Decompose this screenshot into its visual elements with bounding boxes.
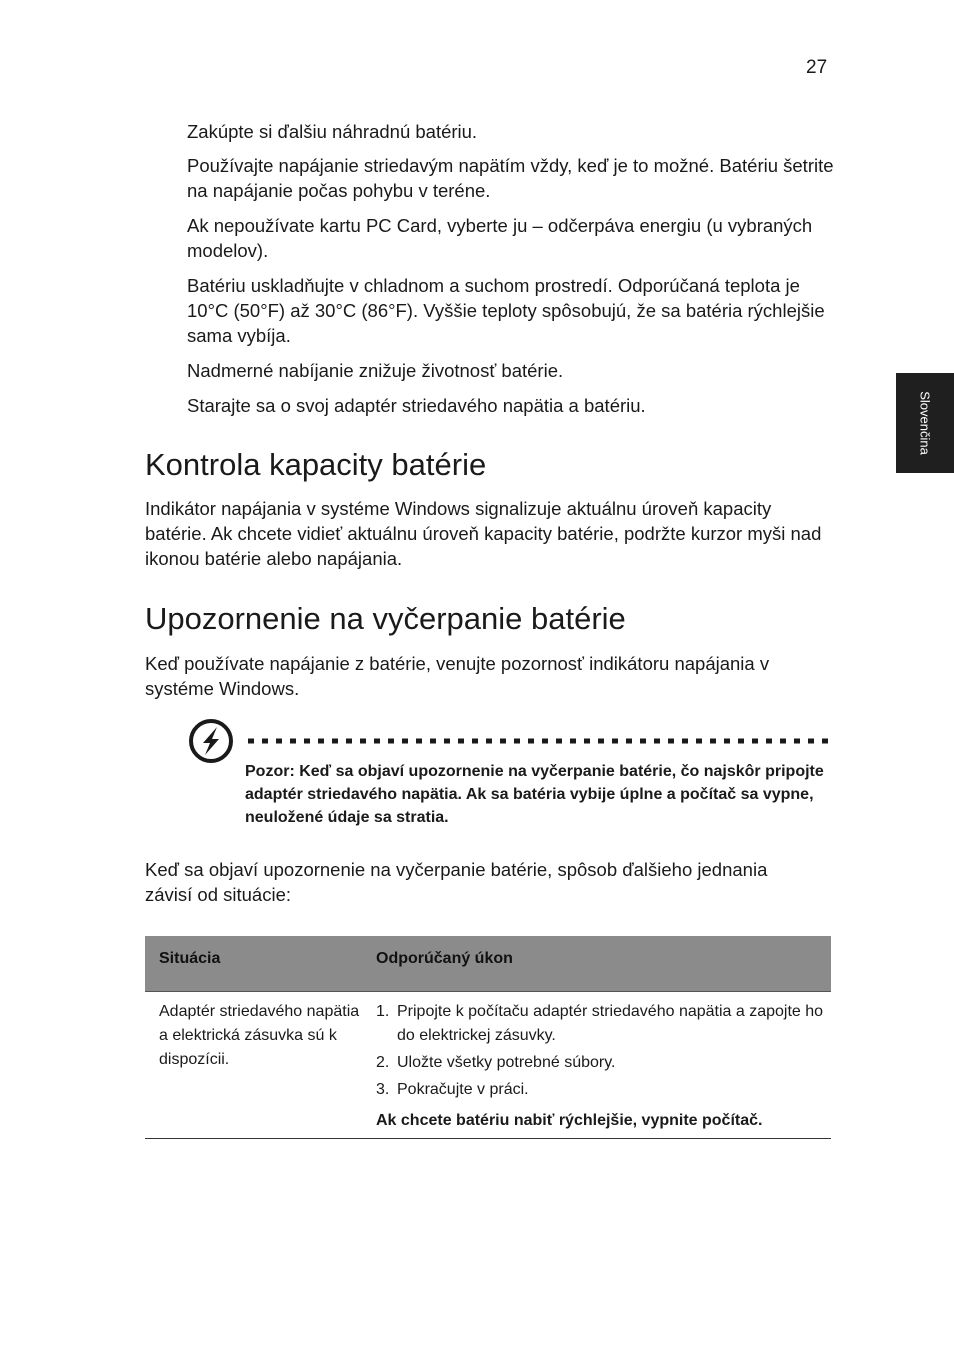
situation-cell: Adaptér striedavého napätia a elektrická zásuvka sú k dispozícii. [159,1003,360,1068]
step-number: 1. [376,1003,390,1020]
capacity-paragraph: Indikátor napájania v systéme Windows signalizuje aktuálnu úroveň kapacity batérie. Ak chcete vidieť aktuálnu úroveň kapacity batérie, podržte kurzor myši nad ikonou batérie alebo napájania. [145,498,822,569]
language-tab [896,373,954,473]
tip-item: Zakúpte si ďalšiu náhradnú batériu. [187,121,478,142]
situation-table [145,936,831,1139]
action-step [376,1078,826,1102]
tip-item: Batériu uskladňujte v chladnom a suchom prostredí. Odporúčaná teplota je 10°C (50°F) až 30°C (86°F). Vyššie teploty spôsobujú, že sa batéria rýchlejšie sama vybíja. [187,275,825,346]
step-text: Pripojte k počítaču adaptér striedavého napätia a zapojte ho do elektrickej zásuvky. [397,1003,824,1044]
table-header [145,936,831,992]
action-step [376,1051,826,1075]
step-text: Pokračujte v práci. [397,1081,529,1098]
column-header-action: Odporúčaný úkon [376,950,513,967]
table-row [145,992,831,1139]
action-list [376,1000,826,1105]
tip-item: Ak nepoužívate kartu PC Card, vyberte ju – odčerpáva energiu (u vybraných modelov). [187,215,813,261]
charging-tip: Ak chcete batériu nabiť rýchlejšie, vypnite počítač. [376,1112,763,1129]
warning-text: Pozor: Keď sa objaví upozornenie na vyčerpanie batérie, čo najskôr pripojte adaptér striedavého napätia. Ak sa batéria vybije úplne a počítač sa vypne, neuložené údaje sa stratia. [245,763,824,826]
low-battery-paragraph: Keď používate napájanie z batérie, venujte pozornosť indikátoru napájania v systéme Windows. [145,653,770,699]
step-number: 3. [376,1081,390,1098]
step-text: Uložte všetky potrebné súbory. [397,1054,616,1071]
section-heading-low-battery: Upozornenie na vyčerpanie batérie [145,601,626,636]
situation-intro-paragraph: Keď sa objaví upozornenie na vyčerpanie batérie, spôsob ďalšieho jednania závisí od situácie: [145,859,768,905]
page-number: 27 [806,57,828,78]
section-heading-capacity: Kontrola kapacity batérie [145,447,487,482]
lightning-warning-icon [188,718,234,764]
tip-item: Starajte sa o svoj adaptér striedavého napätia a batériu. [187,395,646,416]
step-number: 2. [376,1054,390,1071]
action-step [376,1000,826,1048]
tip-item: Používajte napájanie striedavým napätím vždy, keď je to možné. Batériu šetrite na napájanie počas pohybu v teréne. [187,155,834,201]
warning-divider [246,738,831,744]
column-header-situation: Situácia [159,950,221,967]
tip-item: Nadmerné nabíjanie znižuje životnosť batérie. [187,360,564,381]
language-tab-label: Slovenčina [917,391,933,455]
